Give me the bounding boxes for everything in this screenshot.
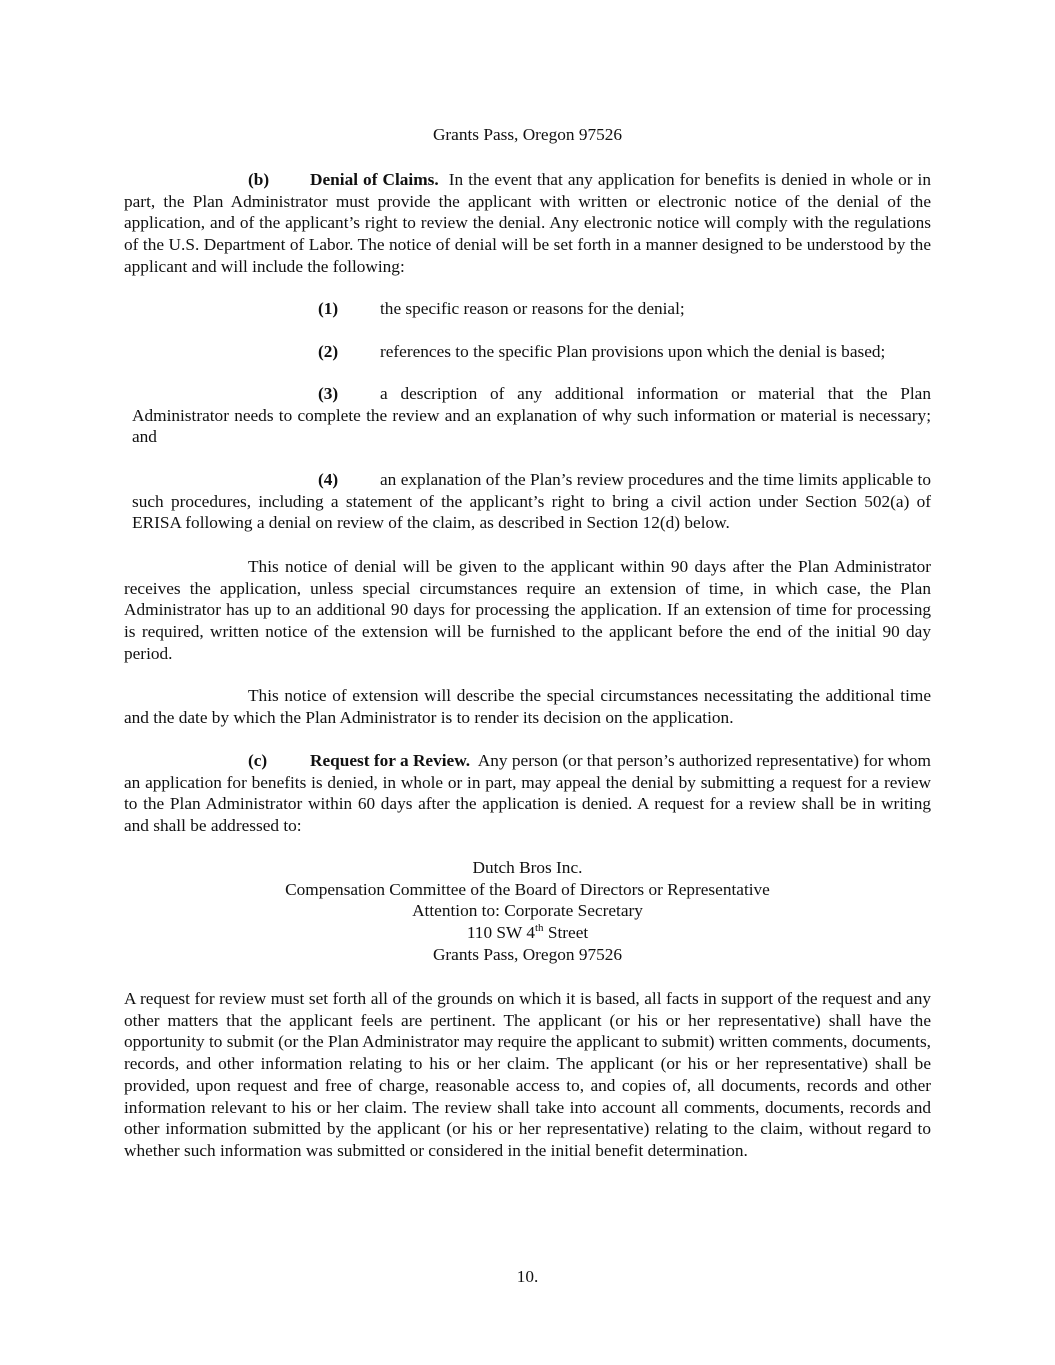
section-b-paragraph [124, 169, 931, 278]
page-number: 10. [516, 1267, 539, 1286]
list-item-1 [318, 298, 938, 320]
list-item-1-text: the specific reason or reasons for the denial; [380, 299, 685, 318]
address-street [0, 922, 1055, 944]
address-city: Grants Pass, Oregon 97526 [432, 944, 623, 964]
address-company: Dutch Bros Inc. [472, 858, 583, 877]
list-item-3-rest: Administrator needs to complete the review and an explanation of why such information or material is necessary; and [132, 405, 931, 447]
address-street-number: 110 SW 4 [466, 923, 535, 943]
list-item-4-number: (4) [318, 470, 339, 489]
address-street-ordinal: th [534, 922, 544, 935]
header-address-line: Grants Pass, Oregon 97526 [432, 125, 623, 144]
list-item-1-number: (1) [318, 299, 339, 318]
list-item-3 [132, 383, 931, 448]
section-b-label: (b) [248, 170, 270, 189]
section-b-heading: Denial of Claims. [310, 170, 439, 189]
section-b-body: In the event that any application for benefits is denied in whole or in part, the Plan Administrator must provide the applicant with written or electronic notice of the denial of the application, and of the applicant’s right to review the denial. Any electronic notice will comply with the regulations of the U.S. Department of Labor. The notice of denial will be set forth in a manner designed to be understood by the applicant and will include the following: [124, 170, 931, 276]
list-item-2-number: (2) [318, 342, 339, 361]
address-committee: Compensation Committee of the Board of Directors or Representative [285, 879, 770, 899]
section-c-heading: Request for a Review. [310, 751, 471, 770]
list-item-4 [132, 469, 931, 534]
extension-paragraph: This notice of extension will describe the special circumstances necessitating the additional time and the date by which the Plan Administrator is to render its decision on the application. [124, 686, 931, 727]
section-c-paragraph [124, 750, 931, 837]
address-attention: Attention to: Corporate Secretary [412, 901, 643, 921]
notice-timing-paragraph: This notice of denial will be given to the applicant within 90 days after the Plan Administrator receives the application, unless special circumstances require an extension of time, in which case, the Plan Administrator has up to an additional 90 days for processing the application. If an extension of time for processing is required, written notice of the extension will be furnished to the applicant before the end of the initial 90 day period. [124, 557, 931, 663]
list-item-2-text: references to the specific Plan provisions upon which the denial is based; [380, 342, 886, 361]
list-item-3-number: (3) [318, 384, 339, 403]
list-item-4-rest: applicable to such procedures, including a statement of the applicant’s right to bring a civil action under Section 502(a) of ERISA following a denial on review of the claim, as described in Section 12(d) below. [132, 470, 931, 533]
list-item-2 [318, 341, 938, 363]
section-c-body: Any person (or that person’s authorized representative) for whom an application for benefits is denied, in whole or in part, may appeal the denial by submitting a request for a review to the Plan Administrator within 60 days after the application is denied. A request for a review shall be in writing and shall be addressed to: [124, 751, 931, 836]
section-c-label: (c) [248, 751, 268, 770]
mailing-address-block [0, 857, 1055, 966]
review-request-paragraph: A request for review must set forth all of the grounds on which it is based, all facts in support of the request and any other matters that the applicant feels are pertinent. The applicant (or his or her representative) shall have the opportunity to submit (or the Plan Administrator may require the applicant to submit) written comments, documents, records, and other information relating to his or her claim. The applicant (or his or her representative) shall be provided, upon request and free of charge, reasonable access to, and copies of, all documents, records and other information relevant to his or her claim. The review shall take into account all comments, documents, records and other information submitted by the applicant (or his or her representative) relating to the claim, without regard to whether such information was submitted or considered in the initial benefit determination. [124, 989, 931, 1160]
list-item-4-first-line: an explanation of the Plan’s review procedures and the time limits [380, 470, 838, 489]
list-item-3-first-line: a description of any additional information or material that the Plan [380, 384, 931, 403]
address-street-name: Street [543, 923, 589, 943]
